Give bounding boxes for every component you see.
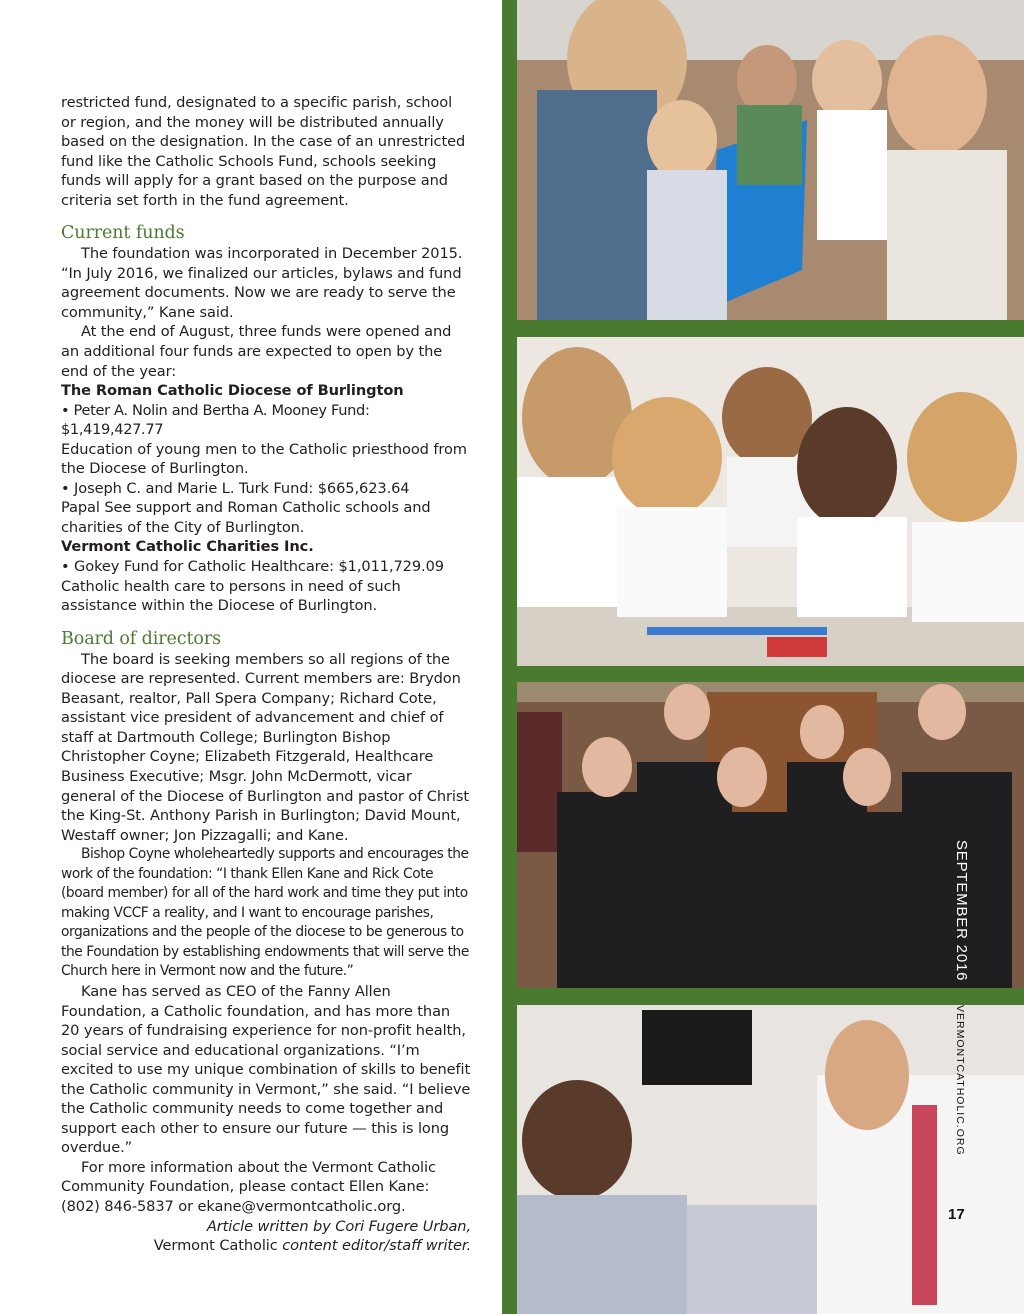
- issue-date: SEPTEMBER 2016: [953, 840, 970, 982]
- website-url: VERMONTCATHOLIC.ORG: [954, 1005, 966, 1156]
- credit-line-2: [61, 1236, 471, 1256]
- fund-nolin-mooney: • Peter A. Nolin and Bertha A. Mooney Fund: $1,419,427.77: [61, 401, 370, 439]
- board-paragraph-3: Kane has served as CEO of the Fanny Allen Foundation, a Catholic foundation, and has more than 20 years of fundraising experience for non-profit health, social service and educational organizations. “I’m excited to use my unique combination of skills to benefit the Catholic community in Vermont,” she said. “I believe the Catholic community needs to come together and support each other to ensure our future — this is long overdue.”: [61, 982, 471, 1157]
- current-funds-paragraph-2: At the end of August, three funds were opened and an additional four funds are expected to open by the end of the year:: [61, 323, 452, 380]
- board-paragraph-1: The board is seeking members so all regions of the diocese are represented. Current members are: Brydon Beasant, realtor, Pall Spera Company; Richard Cote, assistant vice president of advancement and chief of staff at Dartmouth College; Burlington Bishop Christopher Coyne; Elizabeth Fitzgerald, Healthcare Business Executive; Msgr. John McDermott, vicar general of the Diocese of Burlington and pastor of Christ the King-St. Anthony Parish in Burlington; David Mount, Westaff owner; Jon Pizzagalli; and Kane.: [61, 650, 469, 844]
- fund-gokey: • Gokey Fund for Catholic Healthcare: $1,011,729.09: [61, 558, 444, 576]
- fund-gokey-desc: Catholic health care to persons in need of such assistance within the Diocese of Burlington.: [61, 577, 401, 615]
- credit-line-1: Article written by Cori Fugere Urban,: [206, 1217, 471, 1235]
- article-column: [61, 93, 471, 1256]
- fund-nolin-mooney-desc: Education of young men to the Catholic priesthood from the Diocese of Burlington.: [61, 440, 467, 478]
- fund-turk-desc: Papal See support and Roman Catholic schools and charities of the City of Burlington.: [61, 499, 431, 536]
- board-paragraph-2: Bishop Coyne wholeheartedly supports and encourages the work of the foundation: “I thank Ellen Kane and Rick Cote (board member) for all of the hard work and time they put into making VCCF a reality, and I want to encourage parishes, organizations and the people of the diocese to be generous to the Foundation by establishing endowments that will serve the Church here in Vermont now and the future.”: [61, 846, 469, 980]
- photo-families-gift-illustration: [517, 0, 1024, 320]
- heading-board: Board of directors: [61, 628, 221, 649]
- org-charities: Vermont Catholic Charities Inc.: [61, 538, 314, 556]
- org-diocese: The Roman Catholic Diocese of Burlington: [61, 382, 404, 400]
- fund-turk: • Joseph C. and Marie L. Turk Fund: $665,623.64: [61, 479, 410, 497]
- photo-students-drawing: [517, 337, 1024, 666]
- current-funds-paragraph-1: The foundation was incorporated in December 2015. “In July 2016, we finalized our articles, bylaws and fund agreement documents. Now we are ready to serve the community,” Kane said.: [61, 245, 463, 321]
- page-number: 17: [948, 1206, 965, 1223]
- credit-role: content editor/staff writer.: [277, 1237, 471, 1255]
- credit-publication: Vermont Catholic: [153, 1237, 278, 1255]
- photo-families-gift: [517, 0, 1024, 320]
- photo-students-drawing-illustration: [517, 337, 1024, 666]
- contact-paragraph: For more information about the Vermont Catholic Community Foundation, please contact Ellen Kane: (802) 846-5837 or ekane@vermontcatholic.org.: [61, 1158, 436, 1215]
- intro-paragraph: restricted fund, designated to a specific parish, school or region, and the money will be distributed annually based on the designation. In the case of an unrestricted fund like the Catholic Schools Fund, schools seeking funds will apply for a grant based on the purpose and criteria set forth in the fund agreement.: [61, 94, 466, 209]
- heading-current-funds: Current funds: [61, 223, 185, 244]
